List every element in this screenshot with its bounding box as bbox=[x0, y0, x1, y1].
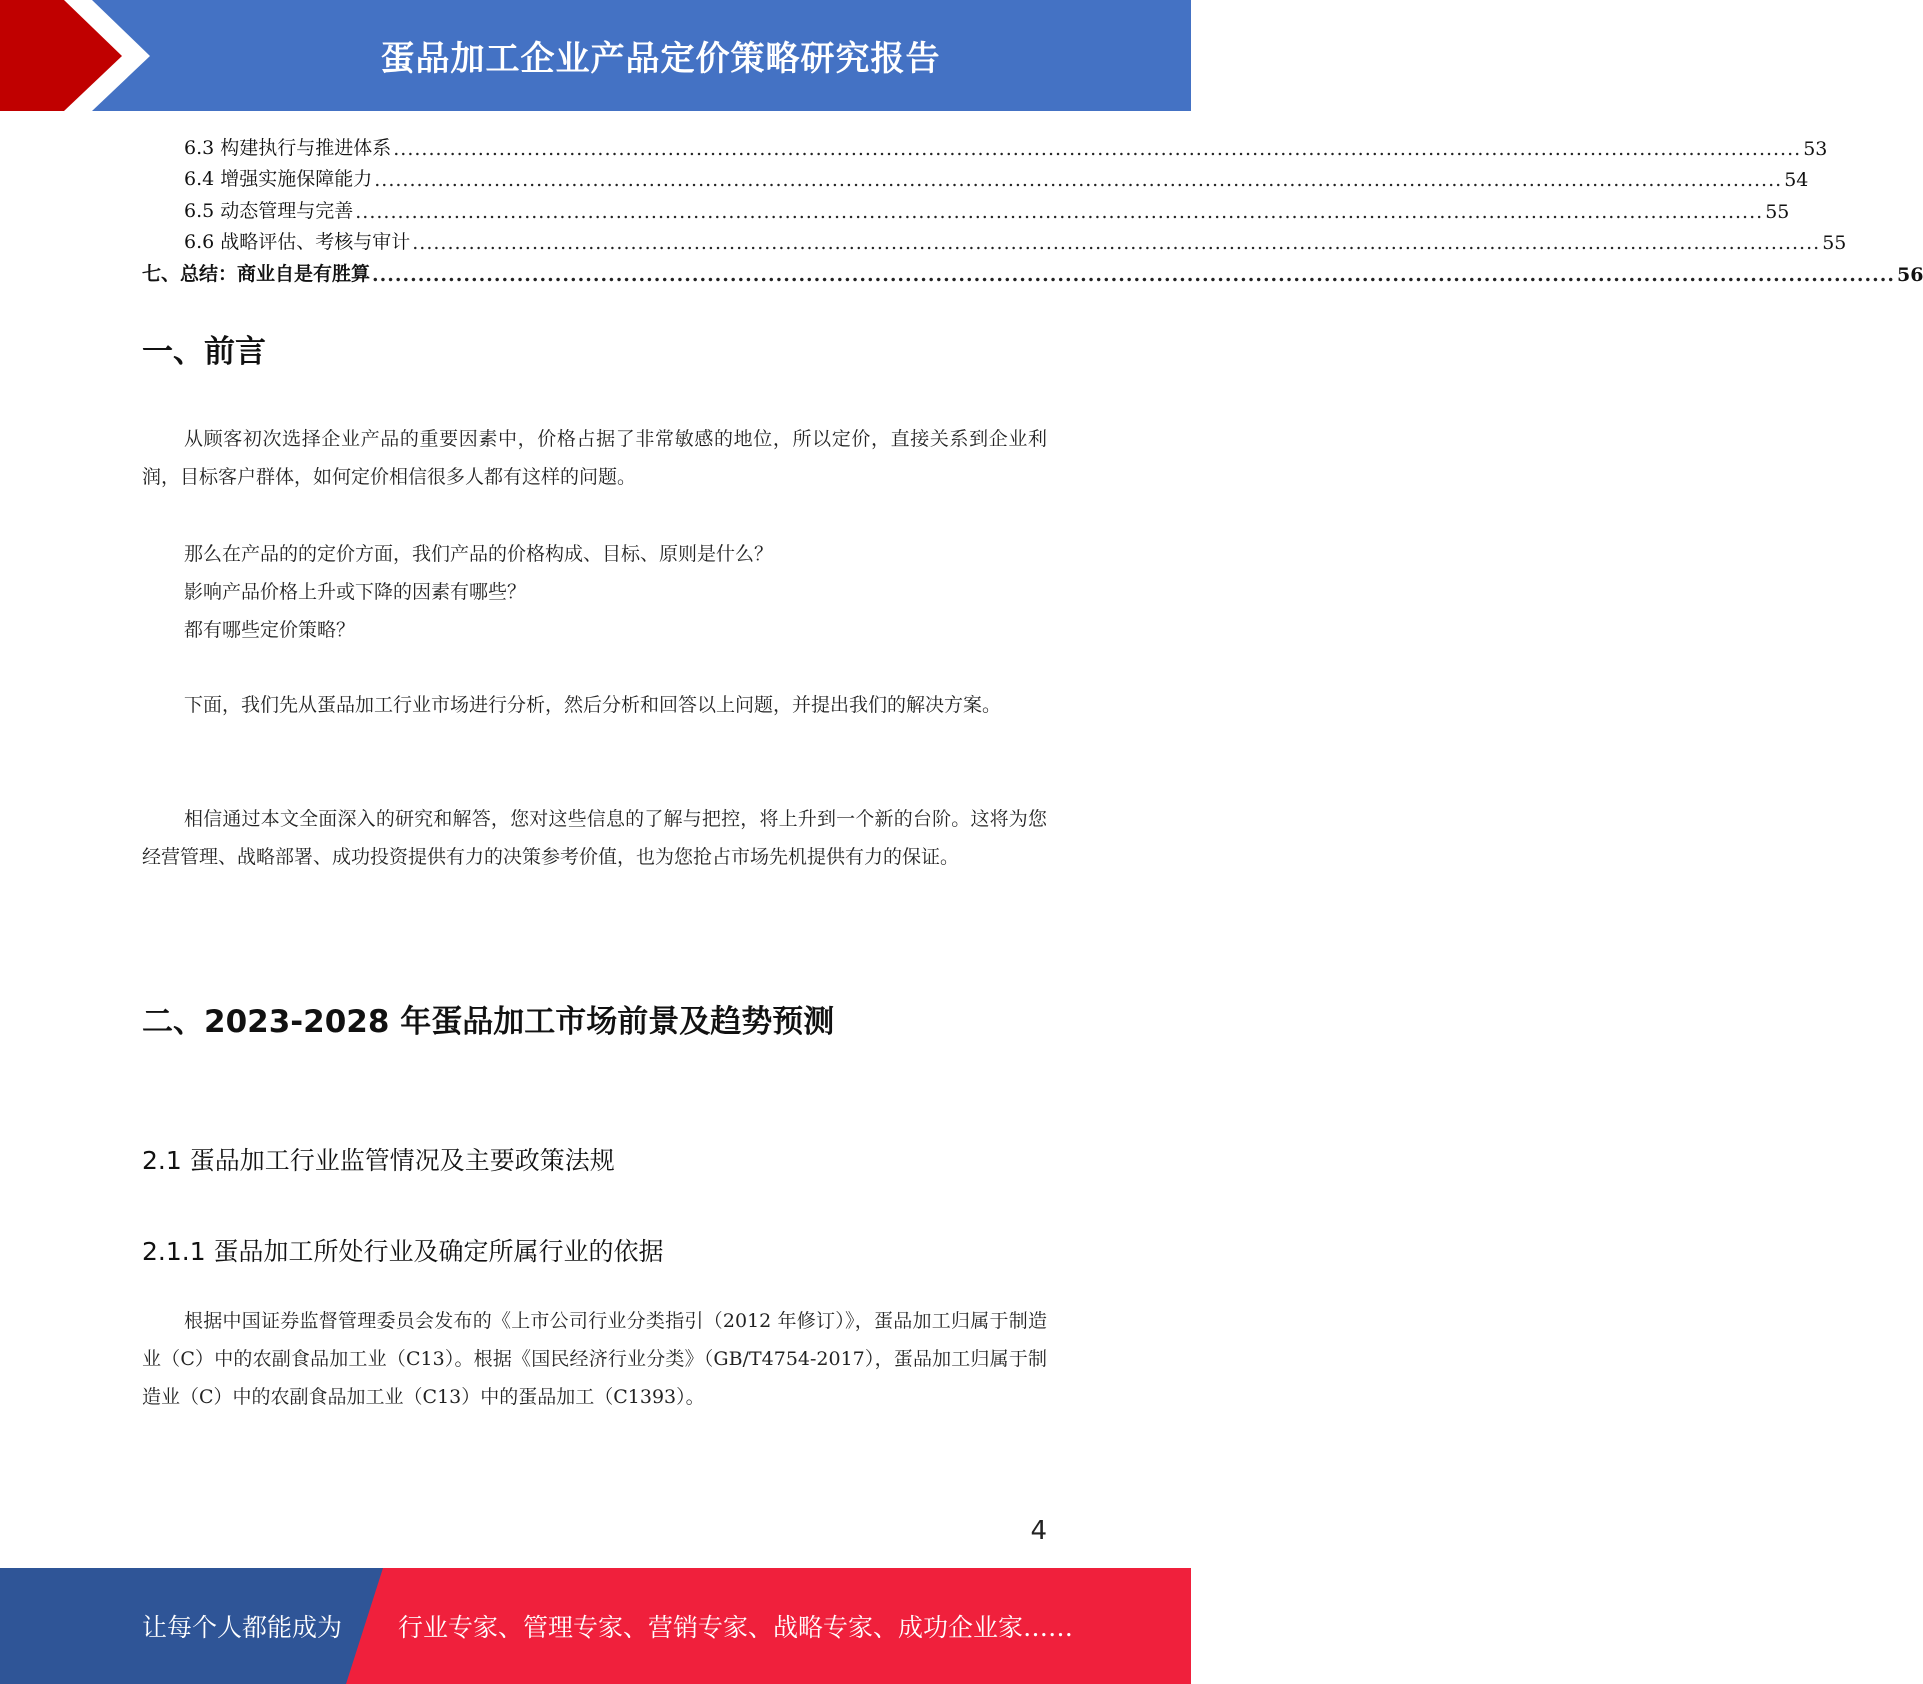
report-title: 蛋品加工企业产品定价策略研究报告 bbox=[380, 39, 941, 79]
toc-entry-label: 6.4 增强实施保障能力 bbox=[184, 168, 373, 190]
toc-leader: ........................................................................................................................................................................................................ bbox=[393, 137, 1802, 160]
subsection-heading-industry-basis: 2.1.1 蛋品加工所处行业及确定所属行业的依据 bbox=[142, 1237, 664, 1266]
toc-entry-label: 6.6 战略评估、考核与审计 bbox=[184, 231, 411, 253]
toc-entry-page: 54 bbox=[1784, 169, 1809, 191]
footer-band bbox=[0, 1568, 1191, 1684]
toc-entry[interactable] bbox=[142, 254, 1923, 286]
toc-leader: ........................................................................................................................................................................................................ bbox=[374, 169, 1783, 191]
toc-entry-label: 6.5 动态管理与完善 bbox=[184, 199, 354, 222]
toc-entry-label: 七、总结：商业自是有胜算 bbox=[142, 262, 371, 285]
toc-entry[interactable] bbox=[142, 160, 1809, 192]
toc-entry-label: 6.3 构建执行与推进体系 bbox=[184, 136, 392, 159]
toc-entry-page: 53 bbox=[1803, 137, 1828, 160]
toc-entry-page: 55 bbox=[1822, 232, 1847, 254]
toc-entry[interactable] bbox=[142, 191, 1790, 223]
section-heading-market-outlook: 二、2023-2028 年蛋品加工市场前景及趋势预测 bbox=[142, 1004, 835, 1040]
header-arrow-decoration bbox=[0, 0, 160, 111]
table-of-contents bbox=[142, 128, 1923, 286]
toc-entry-page: 55 bbox=[1765, 200, 1790, 223]
paragraph-industry-classification: 根据中国证券监督管理委员会发布的《上市公司行业分类指引（2012 年修订）》，蛋品加工归属于制造业（C）中的农副食品加工业（C13）。根据《国民经济行业分类》（GB/T4754-2017），蛋品加工归属于制造业（C）中的农副食品加工业（C13）中的蛋品加工（C1393）。 bbox=[142, 1310, 1047, 1408]
footer-slogan-right: 行业专家、管理专家、营销专家、战略专家、成功企业家…… bbox=[398, 1613, 1074, 1642]
paragraph-preface-value: 相信通过本文全面深入的研究和解答，您对这些信息的了解与把控，将上升到一个新的台阶。这将为您经营管理、战略部署、成功投资提供有力的决策参考价值，也为您抢占市场先机提供有力的保证。 bbox=[142, 808, 1047, 868]
toc-entry[interactable] bbox=[142, 223, 1847, 255]
toc-leader: ........................................................................................................................................................................................................ bbox=[372, 263, 1895, 286]
section-heading-preface: 一、前言 bbox=[142, 334, 266, 370]
toc-leader: ........................................................................................................................................................................................................ bbox=[412, 232, 1821, 254]
page-number: 4 bbox=[1030, 1516, 1047, 1546]
paragraph-preface-intro: 从顾客初次选择企业产品的重要因素中，价格占据了非常敏感的地位，所以定价，直接关系到企业利润，目标客户群体，如何定价相信很多人都有这样的问题。 bbox=[142, 428, 1047, 488]
question-line: 那么在产品的的定价方面，我们产品的价格构成、目标、原则是什么？ bbox=[184, 543, 774, 565]
toc-entry-page: 56 bbox=[1896, 263, 1923, 286]
paragraph-preface-plan: 下面，我们先从蛋品加工行业市场进行分析，然后分析和回答以上问题，并提出我们的解决方案。 bbox=[184, 694, 1002, 716]
subsection-heading-regulation: 2.1 蛋品加工行业监管情况及主要政策法规 bbox=[142, 1146, 615, 1175]
toc-entry[interactable] bbox=[142, 128, 1828, 160]
question-line: 都有哪些定价策略？ bbox=[184, 619, 356, 641]
question-line: 影响产品价格上升或下降的因素有哪些？ bbox=[184, 581, 527, 603]
header-band bbox=[0, 0, 1191, 111]
footer-slogan-left: 让每个人都能成为 bbox=[142, 1613, 343, 1642]
toc-leader: ........................................................................................................................................................................................................ bbox=[355, 200, 1764, 223]
